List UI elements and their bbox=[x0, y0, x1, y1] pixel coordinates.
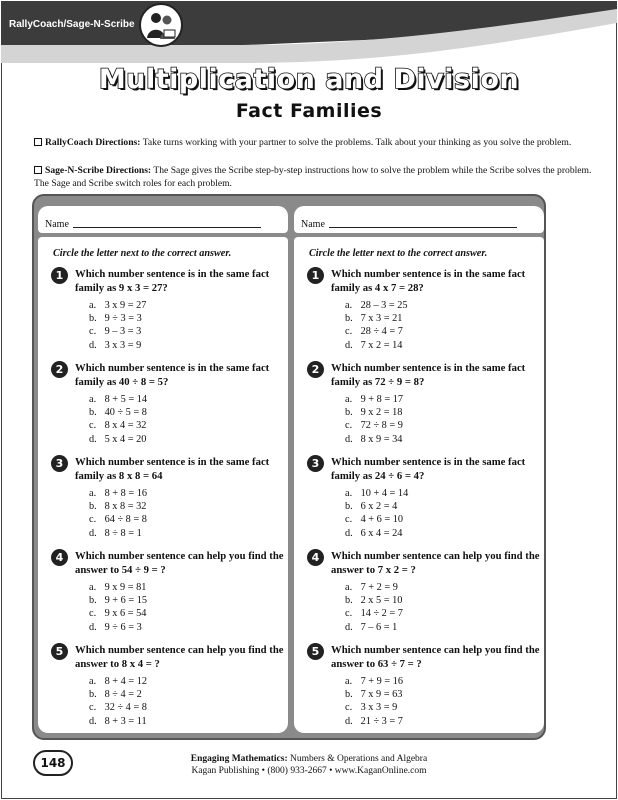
option-text: 8 x 4 = 32 bbox=[104, 420, 147, 432]
option-letter[interactable]: a. bbox=[345, 300, 353, 311]
option-text: 8 + 8 = 16 bbox=[104, 488, 148, 499]
answer-option[interactable] bbox=[345, 339, 408, 352]
option-letter[interactable]: d. bbox=[345, 527, 353, 539]
answer-option[interactable] bbox=[89, 621, 147, 634]
answer-options bbox=[345, 487, 408, 540]
answer-options bbox=[89, 487, 147, 540]
answer-options bbox=[345, 299, 408, 352]
option-text: 72 ÷ 8 = 9 bbox=[360, 420, 403, 432]
option-text: 28 – 3 = 25 bbox=[360, 300, 408, 311]
option-text: 7 x 9 = 63 bbox=[360, 689, 403, 701]
option-letter[interactable]: b. bbox=[89, 407, 97, 419]
right-column bbox=[294, 200, 544, 736]
problem-number-icon: 2 bbox=[51, 361, 68, 378]
answer-option[interactable] bbox=[345, 299, 408, 312]
option-text: 21 ÷ 3 = 7 bbox=[360, 715, 403, 727]
option-letter[interactable]: b. bbox=[345, 313, 353, 325]
problem-number-icon: 3 bbox=[307, 455, 324, 472]
answer-options bbox=[89, 581, 147, 634]
answer-option[interactable] bbox=[89, 393, 147, 406]
option-letter[interactable]: d. bbox=[345, 715, 353, 727]
answer-option[interactable] bbox=[345, 701, 403, 714]
option-text: 7 x 2 = 14 bbox=[360, 339, 403, 351]
option-text: 3 x 3 = 9 bbox=[360, 702, 398, 714]
option-text: 14 ÷ 2 = 7 bbox=[360, 608, 403, 620]
option-text: 9 + 6 = 15 bbox=[104, 595, 148, 607]
worksheet-title: Multiplication and Division bbox=[98, 64, 520, 95]
question-text: Which number sentence is in the same fact family as 72 ÷ 9 = 8? bbox=[331, 362, 526, 388]
answer-option[interactable] bbox=[345, 715, 403, 728]
option-letter[interactable]: d. bbox=[345, 433, 353, 445]
option-letter[interactable]: b. bbox=[89, 313, 97, 325]
coach-scribe-logo-icon bbox=[139, 3, 183, 47]
answer-option[interactable] bbox=[89, 406, 147, 419]
option-letter[interactable]: b. bbox=[345, 689, 353, 701]
option-text: 8 + 3 = 11 bbox=[104, 715, 147, 727]
option-letter[interactable]: c. bbox=[89, 608, 97, 620]
answer-options bbox=[89, 299, 146, 352]
option-letter[interactable]: d. bbox=[89, 339, 97, 351]
option-text: 28 ÷ 4 = 7 bbox=[360, 326, 403, 338]
option-text: 7 + 9 = 16 bbox=[360, 676, 404, 687]
question-text: Which number sentence is in the same fact family as 9 x 3 = 27? bbox=[75, 268, 270, 294]
option-text: 4 + 6 = 10 bbox=[360, 514, 404, 526]
option-letter[interactable]: b. bbox=[345, 595, 353, 607]
option-text: 9 + 8 = 17 bbox=[360, 394, 404, 405]
option-letter[interactable]: a. bbox=[345, 488, 353, 499]
answer-option[interactable] bbox=[345, 406, 403, 419]
problem-number-icon: 3 bbox=[51, 455, 68, 472]
left-column bbox=[38, 200, 288, 736]
answer-option[interactable] bbox=[89, 527, 147, 540]
option-letter[interactable]: c. bbox=[89, 326, 97, 338]
problem-number-icon: 2 bbox=[307, 361, 324, 378]
option-text: 7 – 6 = 1 bbox=[360, 621, 398, 633]
answer-option[interactable] bbox=[89, 325, 146, 338]
question-text: Which number sentence can help you find the answer to 8 x 4 = ? bbox=[75, 644, 284, 670]
option-letter[interactable]: d. bbox=[89, 621, 97, 633]
option-text: 6 x 4 = 24 bbox=[360, 527, 403, 539]
answer-option[interactable] bbox=[89, 433, 147, 446]
option-letter[interactable]: b. bbox=[345, 407, 353, 419]
option-letter[interactable]: c. bbox=[89, 702, 97, 714]
problem-card bbox=[294, 237, 544, 733]
question-text: Which number sentence is in the same fact family as 40 ÷ 8 = 5? bbox=[75, 362, 270, 388]
answer-options bbox=[89, 675, 147, 728]
page-number-badge: 148 bbox=[33, 750, 73, 776]
problem-number-icon: 1 bbox=[51, 267, 68, 284]
publisher-credit: Kagan Publishing • (800) 933-2667 • www.KaganOnline.com bbox=[191, 766, 427, 776]
question-text: Which number sentence is in the same fact family as 24 ÷ 6 = 4? bbox=[331, 456, 526, 482]
worksheet-panel bbox=[32, 194, 546, 740]
problem-number-icon: 5 bbox=[307, 643, 324, 660]
answer-option[interactable] bbox=[345, 513, 408, 526]
answer-option[interactable] bbox=[89, 701, 147, 714]
answer-option[interactable] bbox=[89, 715, 147, 728]
option-text: 9 x 2 = 18 bbox=[360, 407, 403, 419]
option-text: 64 ÷ 8 = 8 bbox=[104, 514, 147, 526]
option-letter[interactable]: c. bbox=[345, 702, 353, 714]
answer-option[interactable] bbox=[345, 607, 403, 620]
question-text: Which number sentence can help you find the answer to 63 ÷ 7 = ? bbox=[331, 644, 540, 670]
problem-number-icon: 4 bbox=[51, 549, 68, 566]
option-text: 9 ÷ 3 = 3 bbox=[104, 313, 142, 325]
answer-option[interactable] bbox=[345, 621, 403, 634]
option-letter[interactable]: a. bbox=[89, 676, 97, 687]
answer-option[interactable] bbox=[345, 500, 408, 513]
option-letter[interactable]: d. bbox=[89, 433, 97, 445]
option-letter[interactable]: d. bbox=[345, 339, 353, 351]
question-text: Which number sentence is in the same fact family as 8 x 8 = 64 bbox=[75, 456, 270, 482]
name-field[interactable]: Name bbox=[294, 206, 544, 233]
name-field[interactable]: Name bbox=[38, 206, 288, 233]
answer-options bbox=[345, 393, 403, 446]
answer-option[interactable] bbox=[345, 325, 408, 338]
option-letter[interactable]: a. bbox=[89, 394, 97, 405]
instruction-text: Circle the letter next to the correct answer. bbox=[53, 248, 232, 259]
option-letter[interactable]: a. bbox=[345, 582, 353, 593]
option-letter[interactable]: b. bbox=[345, 501, 353, 513]
option-text: 2 x 5 = 10 bbox=[360, 595, 403, 607]
option-letter[interactable]: c. bbox=[345, 514, 353, 526]
question-text: Which number sentence is in the same fact family as 4 x 7 = 28? bbox=[331, 268, 526, 294]
answer-option[interactable] bbox=[345, 581, 403, 594]
option-letter[interactable]: b. bbox=[89, 595, 97, 607]
problem-number-icon: 1 bbox=[307, 267, 324, 284]
option-letter[interactable]: d. bbox=[89, 527, 97, 539]
answer-option[interactable] bbox=[345, 688, 403, 701]
checkbox-icon bbox=[34, 166, 42, 174]
option-text: 9 ÷ 6 = 3 bbox=[104, 621, 142, 633]
answer-option[interactable] bbox=[89, 607, 147, 620]
option-text: 9 x 9 = 81 bbox=[104, 582, 147, 593]
option-text: 7 + 2 = 9 bbox=[360, 582, 398, 593]
option-letter[interactable]: d. bbox=[345, 621, 353, 633]
sage-n-scribe-directions: Sage-N-Scribe Directions: The Sage gives the Scribe step-by-step instructions how to solve the problem while the Scribe solves the problem. The Sage and Scribe switch roles for each problem. bbox=[34, 165, 592, 189]
answer-option[interactable] bbox=[89, 419, 147, 432]
instruction-text: Circle the letter next to the correct answer. bbox=[309, 248, 488, 259]
book-credit: Engaging Mathematics: Numbers & Operations and Algebra bbox=[190, 754, 428, 764]
option-text: 3 x 9 = 27 bbox=[104, 300, 147, 311]
option-letter[interactable]: a. bbox=[345, 394, 353, 405]
checkbox-icon bbox=[34, 138, 42, 146]
option-letter[interactable]: d. bbox=[89, 715, 97, 727]
option-text: 10 + 4 = 14 bbox=[360, 488, 409, 499]
option-letter[interactable]: c. bbox=[89, 514, 97, 526]
problem-number-icon: 5 bbox=[51, 643, 68, 660]
option-letter[interactable]: a. bbox=[345, 676, 353, 687]
option-text: 32 ÷ 4 = 8 bbox=[104, 702, 147, 714]
option-letter[interactable]: c. bbox=[345, 326, 353, 338]
worksheet-subtitle: Fact Families bbox=[235, 100, 383, 122]
answer-options bbox=[345, 581, 403, 634]
option-text: 8 x 8 = 32 bbox=[104, 501, 147, 513]
option-letter[interactable]: a. bbox=[89, 488, 97, 499]
answer-option[interactable] bbox=[89, 513, 147, 526]
answer-options bbox=[345, 675, 403, 728]
structure-label: RallyCoach/Sage-N-Scribe bbox=[9, 19, 135, 30]
rallycoach-directions: RallyCoach Directions: Take turns working with your partner to solve the problems. Talk about your thinking as you solve the problem. bbox=[34, 137, 594, 150]
option-letter[interactable]: c. bbox=[345, 608, 353, 620]
option-text: 3 x 3 = 9 bbox=[104, 339, 142, 351]
answer-option[interactable] bbox=[345, 419, 403, 432]
answer-options bbox=[89, 393, 147, 446]
answer-option[interactable] bbox=[89, 312, 146, 325]
option-text: 9 – 3 = 3 bbox=[104, 326, 142, 338]
option-text: 8 x 9 = 34 bbox=[360, 433, 403, 445]
answer-option[interactable] bbox=[89, 487, 147, 500]
option-letter[interactable]: a. bbox=[89, 300, 97, 311]
answer-option[interactable] bbox=[345, 487, 408, 500]
answer-option[interactable] bbox=[89, 581, 147, 594]
option-letter[interactable]: c. bbox=[89, 420, 97, 432]
option-text: 8 ÷ 8 = 1 bbox=[104, 527, 142, 539]
option-letter[interactable]: b. bbox=[89, 689, 97, 701]
answer-option[interactable] bbox=[89, 594, 147, 607]
option-letter[interactable]: b. bbox=[89, 501, 97, 513]
problem-card bbox=[38, 237, 288, 733]
option-text: 6 x 2 = 4 bbox=[360, 501, 398, 513]
option-letter[interactable]: c. bbox=[345, 420, 353, 432]
answer-option[interactable] bbox=[345, 594, 403, 607]
option-text: 5 x 4 = 20 bbox=[104, 433, 147, 445]
option-text: 8 + 4 = 12 bbox=[104, 676, 148, 687]
question-text: Which number sentence can help you find the answer to 7 x 2 = ? bbox=[331, 550, 540, 576]
answer-option[interactable] bbox=[345, 675, 403, 688]
answer-option[interactable] bbox=[345, 393, 403, 406]
question-text: Which number sentence can help you find the answer to 54 ÷ 9 = ? bbox=[75, 550, 284, 576]
option-text: 40 ÷ 5 = 8 bbox=[104, 407, 147, 419]
option-text: 7 x 3 = 21 bbox=[360, 313, 403, 325]
answer-option[interactable] bbox=[89, 339, 146, 352]
answer-option[interactable] bbox=[89, 675, 147, 688]
answer-option[interactable] bbox=[345, 312, 408, 325]
option-text: 8 ÷ 4 = 2 bbox=[104, 689, 142, 701]
option-letter[interactable]: a. bbox=[89, 582, 97, 593]
answer-option[interactable] bbox=[89, 299, 146, 312]
answer-option[interactable] bbox=[345, 527, 408, 540]
answer-option[interactable] bbox=[345, 433, 403, 446]
problem-number-icon: 4 bbox=[307, 549, 324, 566]
answer-option[interactable] bbox=[89, 688, 147, 701]
option-text: 8 + 5 = 14 bbox=[104, 394, 148, 405]
option-text: 9 x 6 = 54 bbox=[104, 608, 147, 620]
answer-option[interactable] bbox=[89, 500, 147, 513]
